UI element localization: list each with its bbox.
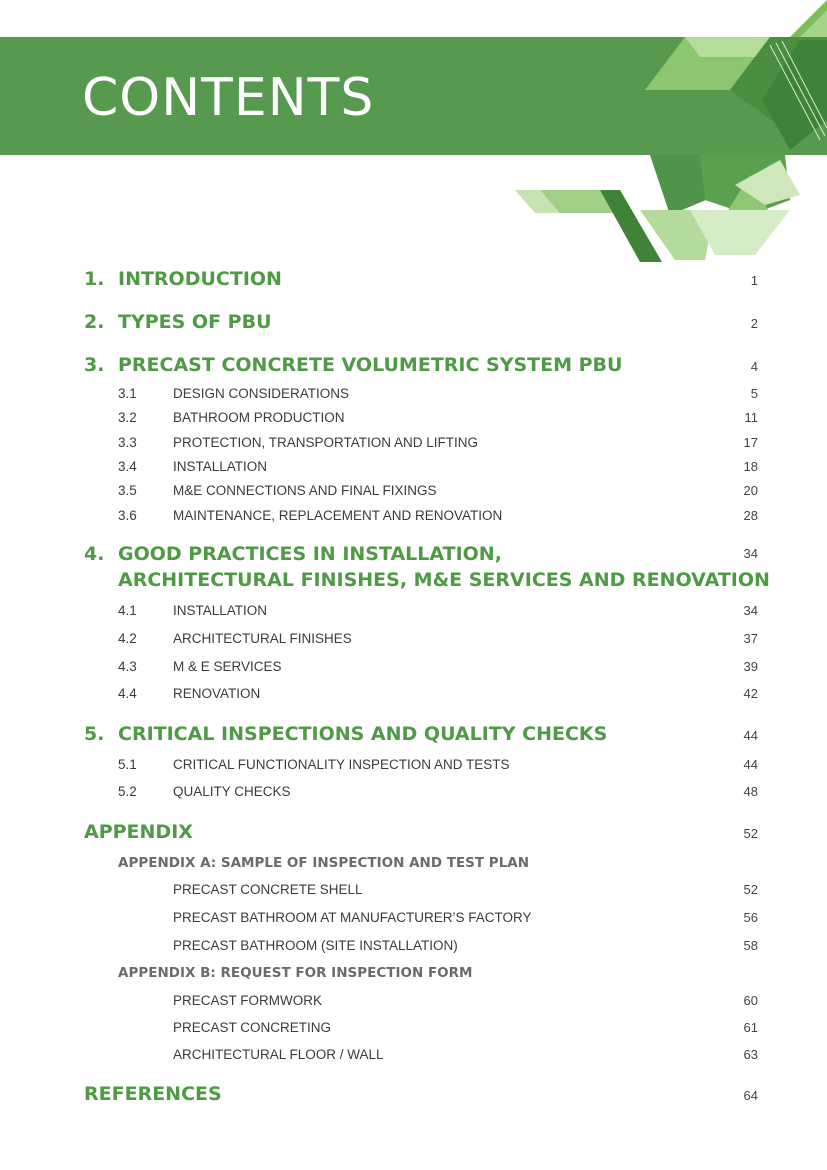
subsection-number: 3.3 [118, 435, 137, 450]
subsection-title: DESIGN CONSIDERATIONS [173, 386, 350, 401]
subsection-title: M & E SERVICES [173, 659, 282, 674]
section-title: INTRODUCTION [118, 268, 282, 290]
subsection-number: 4.4 [118, 686, 137, 701]
section-title-line-1: GOOD PRACTICES IN INSTALLATION, [118, 543, 502, 565]
subsection-number: 4.3 [118, 659, 137, 674]
page-number: 44 [743, 757, 758, 772]
page-number: 58 [743, 938, 758, 953]
page-number: 2 [750, 316, 758, 331]
subsection-title: RENOVATION [173, 686, 261, 701]
subsection-number: 3.1 [118, 386, 137, 401]
section-title: TYPES OF PBU [118, 311, 272, 333]
page-number: 64 [743, 1088, 758, 1103]
subsection-title: M&E CONNECTIONS AND FINAL FIXINGS [173, 483, 437, 498]
page-number: 37 [743, 631, 758, 646]
subsection-number: 4.2 [118, 631, 137, 646]
appendix-item-title: PRECAST BATHROOM (SITE INSTALLATION) [173, 938, 458, 953]
page-number: 63 [743, 1047, 758, 1062]
page-number: 56 [743, 910, 758, 925]
page-number: 42 [743, 686, 758, 701]
page-number: 52 [743, 826, 758, 841]
subsection-title: QUALITY CHECKS [173, 784, 291, 799]
appendix-title: APPENDIX [84, 821, 193, 843]
page-number: 34 [743, 546, 758, 561]
page-number: 4 [750, 359, 758, 374]
page-number: 5 [750, 386, 758, 401]
appendix-item-title: ARCHITECTURAL FLOOR / WALL [173, 1047, 384, 1062]
section-number: 5. [84, 723, 105, 745]
references-title: REFERENCES [84, 1083, 222, 1105]
subsection-number: 4.1 [118, 603, 137, 618]
subsection-number: 3.2 [118, 410, 137, 425]
page-number: 60 [743, 993, 758, 1008]
page-title: CONTENTS [82, 68, 375, 128]
page-number: 52 [743, 882, 758, 897]
subsection-title: CRITICAL FUNCTIONALITY INSPECTION AND TESTS [173, 757, 510, 772]
appendix-item-title: PRECAST BATHROOM AT MANUFACTURER’S FACTORY [173, 910, 532, 925]
section-number: 4. [84, 543, 105, 565]
section-title: PRECAST CONCRETE VOLUMETRIC SYSTEM PBU [118, 354, 623, 376]
appendix-item-title: PRECAST CONCRETING [173, 1020, 332, 1035]
subsection-number: 3.6 [118, 508, 137, 523]
page-number: 28 [743, 508, 758, 523]
page-number: 11 [744, 410, 758, 425]
appendix-item-title: PRECAST CONCRETE SHELL [173, 882, 363, 897]
appendix-b-title: APPENDIX B: REQUEST FOR INSPECTION FORM [118, 965, 473, 981]
subsection-number: 3.4 [118, 459, 137, 474]
page-number: 17 [743, 435, 758, 450]
appendix-a-title: APPENDIX A: SAMPLE OF INSPECTION AND TEST PLAN [118, 855, 530, 871]
section-title: CRITICAL INSPECTIONS AND QUALITY CHECKS [118, 723, 608, 745]
appendix-item-title: PRECAST FORMWORK [173, 993, 323, 1008]
subsection-number: 5.1 [118, 757, 137, 772]
page-number: 20 [743, 483, 758, 498]
subsection-title: PROTECTION, TRANSPORTATION AND LIFTING [173, 435, 479, 450]
subsection-title: INSTALLATION [173, 459, 268, 474]
page-number: 1 [750, 273, 758, 288]
subsection-number: 5.2 [118, 784, 137, 799]
subsection-title: BATHROOM PRODUCTION [173, 410, 345, 425]
page-number: 44 [743, 728, 758, 743]
subsection-title: ARCHITECTURAL FINISHES [173, 631, 352, 646]
subsection-number: 3.5 [118, 483, 137, 498]
page-number: 18 [743, 459, 758, 474]
page-number: 48 [743, 784, 758, 799]
section-number: 1. [84, 268, 105, 290]
section-number: 2. [84, 311, 105, 333]
page-number: 39 [743, 659, 758, 674]
page-number: 61 [743, 1020, 758, 1035]
page-number: 34 [743, 603, 758, 618]
subsection-title: MAINTENANCE, REPLACEMENT AND RENOVATION [173, 508, 503, 523]
section-number: 3. [84, 354, 105, 376]
subsection-title: INSTALLATION [173, 603, 268, 618]
section-title-line-2: ARCHITECTURAL FINISHES, M&E SERVICES AND RENOVATION [118, 569, 770, 591]
